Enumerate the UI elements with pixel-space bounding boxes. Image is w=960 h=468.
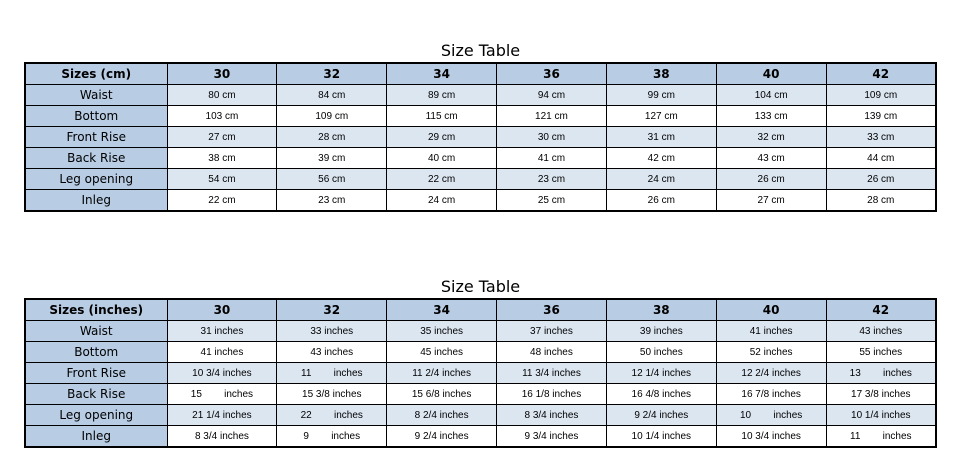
row-label: Inleg <box>25 426 167 448</box>
table-cell: 10 inches <box>716 405 826 426</box>
table-row <box>25 363 936 384</box>
row-label: Waist <box>25 85 167 106</box>
table-cell: 9 inches <box>277 426 387 448</box>
header-cell: Sizes (cm) <box>25 63 167 85</box>
table-cell: 115 cm <box>387 106 497 127</box>
row-label: Leg opening <box>25 169 167 190</box>
table-cell: 41 inches <box>167 342 277 363</box>
table-cell: 29 cm <box>387 127 497 148</box>
table-row <box>25 384 936 405</box>
table-cell: 15 6/8 inches <box>387 384 497 405</box>
table-cell: 9 3/4 inches <box>497 426 607 448</box>
row-label: Inleg <box>25 190 167 212</box>
table-cell: 55 inches <box>826 342 936 363</box>
table-cell: 12 1/4 inches <box>606 363 716 384</box>
table-cell: 94 cm <box>497 85 607 106</box>
header-row <box>25 299 936 321</box>
row-label: Front Rise <box>25 363 167 384</box>
table-cell: 10 3/4 inches <box>716 426 826 448</box>
size-table-cm-section <box>24 40 937 212</box>
table-title: Size Table <box>440 277 521 296</box>
table-cell: 28 cm <box>826 190 936 212</box>
table-cell: 40 cm <box>387 148 497 169</box>
header-cell: 36 <box>497 63 607 85</box>
row-label: Leg opening <box>25 405 167 426</box>
table-cell: 121 cm <box>497 106 607 127</box>
table-cell: 35 inches <box>387 321 497 342</box>
table-cell: 41 cm <box>497 148 607 169</box>
header-cell: 32 <box>277 63 387 85</box>
header-cell: 42 <box>826 63 936 85</box>
table-cell: 133 cm <box>716 106 826 127</box>
header-cell: 38 <box>606 299 716 321</box>
table-cell: 24 cm <box>387 190 497 212</box>
table-row <box>25 106 936 127</box>
table-title: Size Table <box>440 41 521 60</box>
table-cell: 11 inches <box>826 426 936 448</box>
table-cell: 45 inches <box>387 342 497 363</box>
header-cell: Sizes (inches) <box>25 299 167 321</box>
size-table-inches <box>24 298 937 448</box>
table-cell: 17 3/8 inches <box>826 384 936 405</box>
table-cell: 80 cm <box>167 85 277 106</box>
table-cell: 27 cm <box>716 190 826 212</box>
header-cell: 30 <box>167 63 277 85</box>
table-body <box>25 85 936 212</box>
table-cell: 89 cm <box>387 85 497 106</box>
table-cell: 15 3/8 inches <box>277 384 387 405</box>
table-cell: 48 inches <box>497 342 607 363</box>
table-cell: 32 cm <box>716 127 826 148</box>
table-cell: 23 cm <box>497 169 607 190</box>
header-cell: 34 <box>387 63 497 85</box>
table-cell: 38 cm <box>167 148 277 169</box>
table-row <box>25 169 936 190</box>
table-cell: 13 inches <box>826 363 936 384</box>
table-body <box>25 321 936 448</box>
size-table-inches-section <box>24 276 937 448</box>
table-cell: 39 cm <box>277 148 387 169</box>
table-cell: 31 inches <box>167 321 277 342</box>
table-cell: 22 inches <box>277 405 387 426</box>
table-cell: 50 inches <box>606 342 716 363</box>
table-cell: 84 cm <box>277 85 387 106</box>
table-cell: 8 2/4 inches <box>387 405 497 426</box>
table-row <box>25 426 936 448</box>
table-row <box>25 321 936 342</box>
table-cell: 30 cm <box>497 127 607 148</box>
row-label: Back Rise <box>25 148 167 169</box>
row-label: Back Rise <box>25 384 167 405</box>
table-cell: 10 1/4 inches <box>826 405 936 426</box>
table-cell: 23 cm <box>277 190 387 212</box>
table-cell: 52 inches <box>716 342 826 363</box>
table-cell: 104 cm <box>716 85 826 106</box>
header-cell: 36 <box>497 299 607 321</box>
row-label: Front Rise <box>25 127 167 148</box>
row-label: Bottom <box>25 342 167 363</box>
table-cell: 10 3/4 inches <box>167 363 277 384</box>
table-cell: 21 1/4 inches <box>167 405 277 426</box>
table-cell: 10 1/4 inches <box>606 426 716 448</box>
table-cell: 22 cm <box>387 169 497 190</box>
table-row <box>25 127 936 148</box>
table-cell: 25 cm <box>497 190 607 212</box>
header-cell: 34 <box>387 299 497 321</box>
table-cell: 109 cm <box>826 85 936 106</box>
table-row <box>25 405 936 426</box>
table-cell: 56 cm <box>277 169 387 190</box>
header-cell: 30 <box>167 299 277 321</box>
table-cell: 41 inches <box>716 321 826 342</box>
table-cell: 26 cm <box>716 169 826 190</box>
table-cell: 11 inches <box>277 363 387 384</box>
table-cell: 37 inches <box>497 321 607 342</box>
table-row <box>25 342 936 363</box>
table-cell: 12 2/4 inches <box>716 363 826 384</box>
table-cell: 43 inches <box>277 342 387 363</box>
table-cell: 139 cm <box>826 106 936 127</box>
table-cell: 103 cm <box>167 106 277 127</box>
table-cell: 26 cm <box>606 190 716 212</box>
table-cell: 31 cm <box>606 127 716 148</box>
table-cell: 43 cm <box>716 148 826 169</box>
table-cell: 99 cm <box>606 85 716 106</box>
table-cell: 44 cm <box>826 148 936 169</box>
header-row <box>25 63 936 85</box>
table-cell: 22 cm <box>167 190 277 212</box>
table-cell: 33 cm <box>826 127 936 148</box>
table-cell: 9 2/4 inches <box>387 426 497 448</box>
header-cell: 42 <box>826 299 936 321</box>
row-label: Bottom <box>25 106 167 127</box>
header-cell: 40 <box>716 299 826 321</box>
header-cell: 40 <box>716 63 826 85</box>
table-cell: 39 inches <box>606 321 716 342</box>
row-label: Waist <box>25 321 167 342</box>
table-cell: 11 3/4 inches <box>497 363 607 384</box>
table-row <box>25 85 936 106</box>
table-row <box>25 148 936 169</box>
table-cell: 42 cm <box>606 148 716 169</box>
table-cell: 24 cm <box>606 169 716 190</box>
table-cell: 8 3/4 inches <box>167 426 277 448</box>
table-cell: 26 cm <box>826 169 936 190</box>
size-table-cm <box>24 62 937 212</box>
table-cell: 16 7/8 inches <box>716 384 826 405</box>
table-cell: 16 4/8 inches <box>606 384 716 405</box>
table-cell: 127 cm <box>606 106 716 127</box>
table-row <box>25 190 936 212</box>
table-cell: 54 cm <box>167 169 277 190</box>
table-cell: 109 cm <box>277 106 387 127</box>
table-cell: 11 2/4 inches <box>387 363 497 384</box>
table-cell: 27 cm <box>167 127 277 148</box>
header-cell: 38 <box>606 63 716 85</box>
table-cell: 43 inches <box>826 321 936 342</box>
table-cell: 16 1/8 inches <box>497 384 607 405</box>
table-cell: 33 inches <box>277 321 387 342</box>
table-cell: 8 3/4 inches <box>497 405 607 426</box>
table-cell: 28 cm <box>277 127 387 148</box>
table-cell: 9 2/4 inches <box>606 405 716 426</box>
header-cell: 32 <box>277 299 387 321</box>
table-cell: 15 inches <box>167 384 277 405</box>
